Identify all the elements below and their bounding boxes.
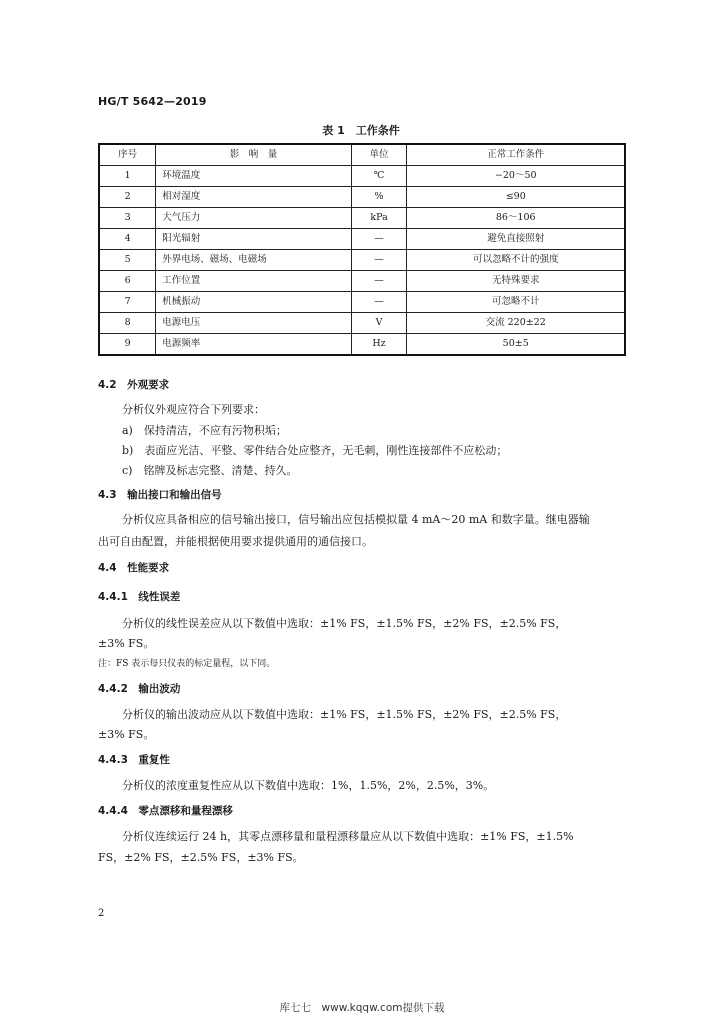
col-header-unit: 单位 <box>351 144 407 166</box>
cell-unit: — <box>351 229 407 250</box>
cell-condition: −20～50 <box>407 166 625 187</box>
page-number: 2 <box>98 908 105 919</box>
col-header-quantity: 影 响 量 <box>156 144 351 166</box>
section-heading-4-4-4: 4.4.4 零点漂移和量程漂移 <box>98 805 233 817</box>
cell-condition: 无特殊要求 <box>407 271 625 292</box>
cell-quantity: 外界电场、磁场、电磁场 <box>156 250 351 271</box>
cell-unit: Hz <box>351 334 407 356</box>
table-row <box>99 334 625 356</box>
cell-unit: V <box>351 313 407 334</box>
paragraph-line: 出可自由配置，并能根据使用要求提供通用的通信接口。 <box>98 535 373 548</box>
section-heading-4-3: 4.3 输出接口和输出信号 <box>98 489 222 501</box>
cell-quantity: 工作位置 <box>156 271 351 292</box>
cell-index: 5 <box>99 250 156 271</box>
cell-index: 1 <box>99 166 156 187</box>
section-heading-4-4-3: 4.4.3 重复性 <box>98 754 170 766</box>
cell-unit: ℃ <box>351 166 407 187</box>
table-row <box>99 271 625 292</box>
paragraph-line: ±3% FS。 <box>98 728 155 741</box>
cell-index: 8 <box>99 313 156 334</box>
col-header-index: 序号 <box>99 144 156 166</box>
table-caption: 表 1 工作条件 <box>322 124 400 137</box>
cell-condition: 交流 220±22 <box>407 313 625 334</box>
table-row <box>99 229 625 250</box>
cell-index: 4 <box>99 229 156 250</box>
section-heading-4-4: 4.4 性能要求 <box>98 562 170 574</box>
col-header-condition: 正常工作条件 <box>407 144 625 166</box>
cell-index: 9 <box>99 334 156 356</box>
cell-quantity: 电源频率 <box>156 334 351 356</box>
paragraph: 分析仪外观应符合下列要求： <box>122 403 265 416</box>
section-heading-4-4-1: 4.4.1 线性误差 <box>98 591 181 603</box>
cell-index: 2 <box>99 187 156 208</box>
table-row <box>99 250 625 271</box>
cell-unit: — <box>351 250 407 271</box>
list-item: c) 铭牌及标志完整、清楚、持久。 <box>122 464 298 477</box>
table-header-row <box>99 144 625 166</box>
cell-unit: % <box>351 187 407 208</box>
list-item: b) 表面应光洁、平整、零件结合处应整齐，无毛刺，刚性连接部件不应松动； <box>122 444 508 457</box>
paragraph-line: 分析仪应具备相应的信号输出接口，信号输出应包括模拟量 4 mA～20 mA 和数字量。继电器输 <box>122 513 590 526</box>
section-heading-4-4-2: 4.4.2 输出波动 <box>98 683 181 695</box>
cell-condition: 可以忽略不计的强度 <box>407 250 625 271</box>
cell-unit: — <box>351 292 407 313</box>
cell-quantity: 环境温度 <box>156 166 351 187</box>
table-row <box>99 208 625 229</box>
paragraph-line: ±3% FS。 <box>98 637 155 650</box>
section-heading-4-2: 4.2 外观要求 <box>98 379 170 391</box>
working-conditions-table <box>98 143 626 356</box>
cell-quantity: 相对湿度 <box>156 187 351 208</box>
cell-condition: ≤90 <box>407 187 625 208</box>
paragraph-line: FS，±2% FS，±2.5% FS，±3% FS。 <box>98 851 304 864</box>
paragraph-line: 分析仪的线性误差应从以下数值中选取：±1% FS，±1.5% FS，±2% FS，±2.5% FS， <box>122 617 567 630</box>
note: 注：FS 表示每只仪表的标定量程，以下同。 <box>98 659 276 669</box>
cell-quantity: 大气压力 <box>156 208 351 229</box>
cell-quantity: 电源电压 <box>156 313 351 334</box>
download-source-footer: 库七七 www.kqqw.com提供下载 <box>279 1002 445 1014</box>
cell-unit: kPa <box>351 208 407 229</box>
standard-code: HG/T 5642—2019 <box>98 95 207 108</box>
paragraph-line: 分析仪连续运行 24 h，其零点漂移量和量程漂移量应从以下数值中选取：±1% FS，±1.5% <box>122 830 574 843</box>
table-row <box>99 292 625 313</box>
cell-index: 7 <box>99 292 156 313</box>
cell-condition: 避免直接照射 <box>407 229 625 250</box>
cell-condition: 86～106 <box>407 208 625 229</box>
cell-index: 3 <box>99 208 156 229</box>
paragraph-line: 分析仪的浓度重复性应从以下数值中选取：1%，1.5%，2%，2.5%，3%。 <box>122 779 495 792</box>
cell-condition: 50±5 <box>407 334 625 356</box>
cell-quantity: 阳光辐射 <box>156 229 351 250</box>
table-row <box>99 166 625 187</box>
cell-quantity: 机械振动 <box>156 292 351 313</box>
paragraph-line: 分析仪的输出波动应从以下数值中选取：±1% FS，±1.5% FS，±2% FS，±2.5% FS， <box>122 708 567 721</box>
cell-unit: — <box>351 271 407 292</box>
table-row <box>99 187 625 208</box>
cell-condition: 可忽略不计 <box>407 292 625 313</box>
table-row <box>99 313 625 334</box>
list-item: a) 保持清洁，不应有污物积垢； <box>122 424 287 437</box>
cell-index: 6 <box>99 271 156 292</box>
